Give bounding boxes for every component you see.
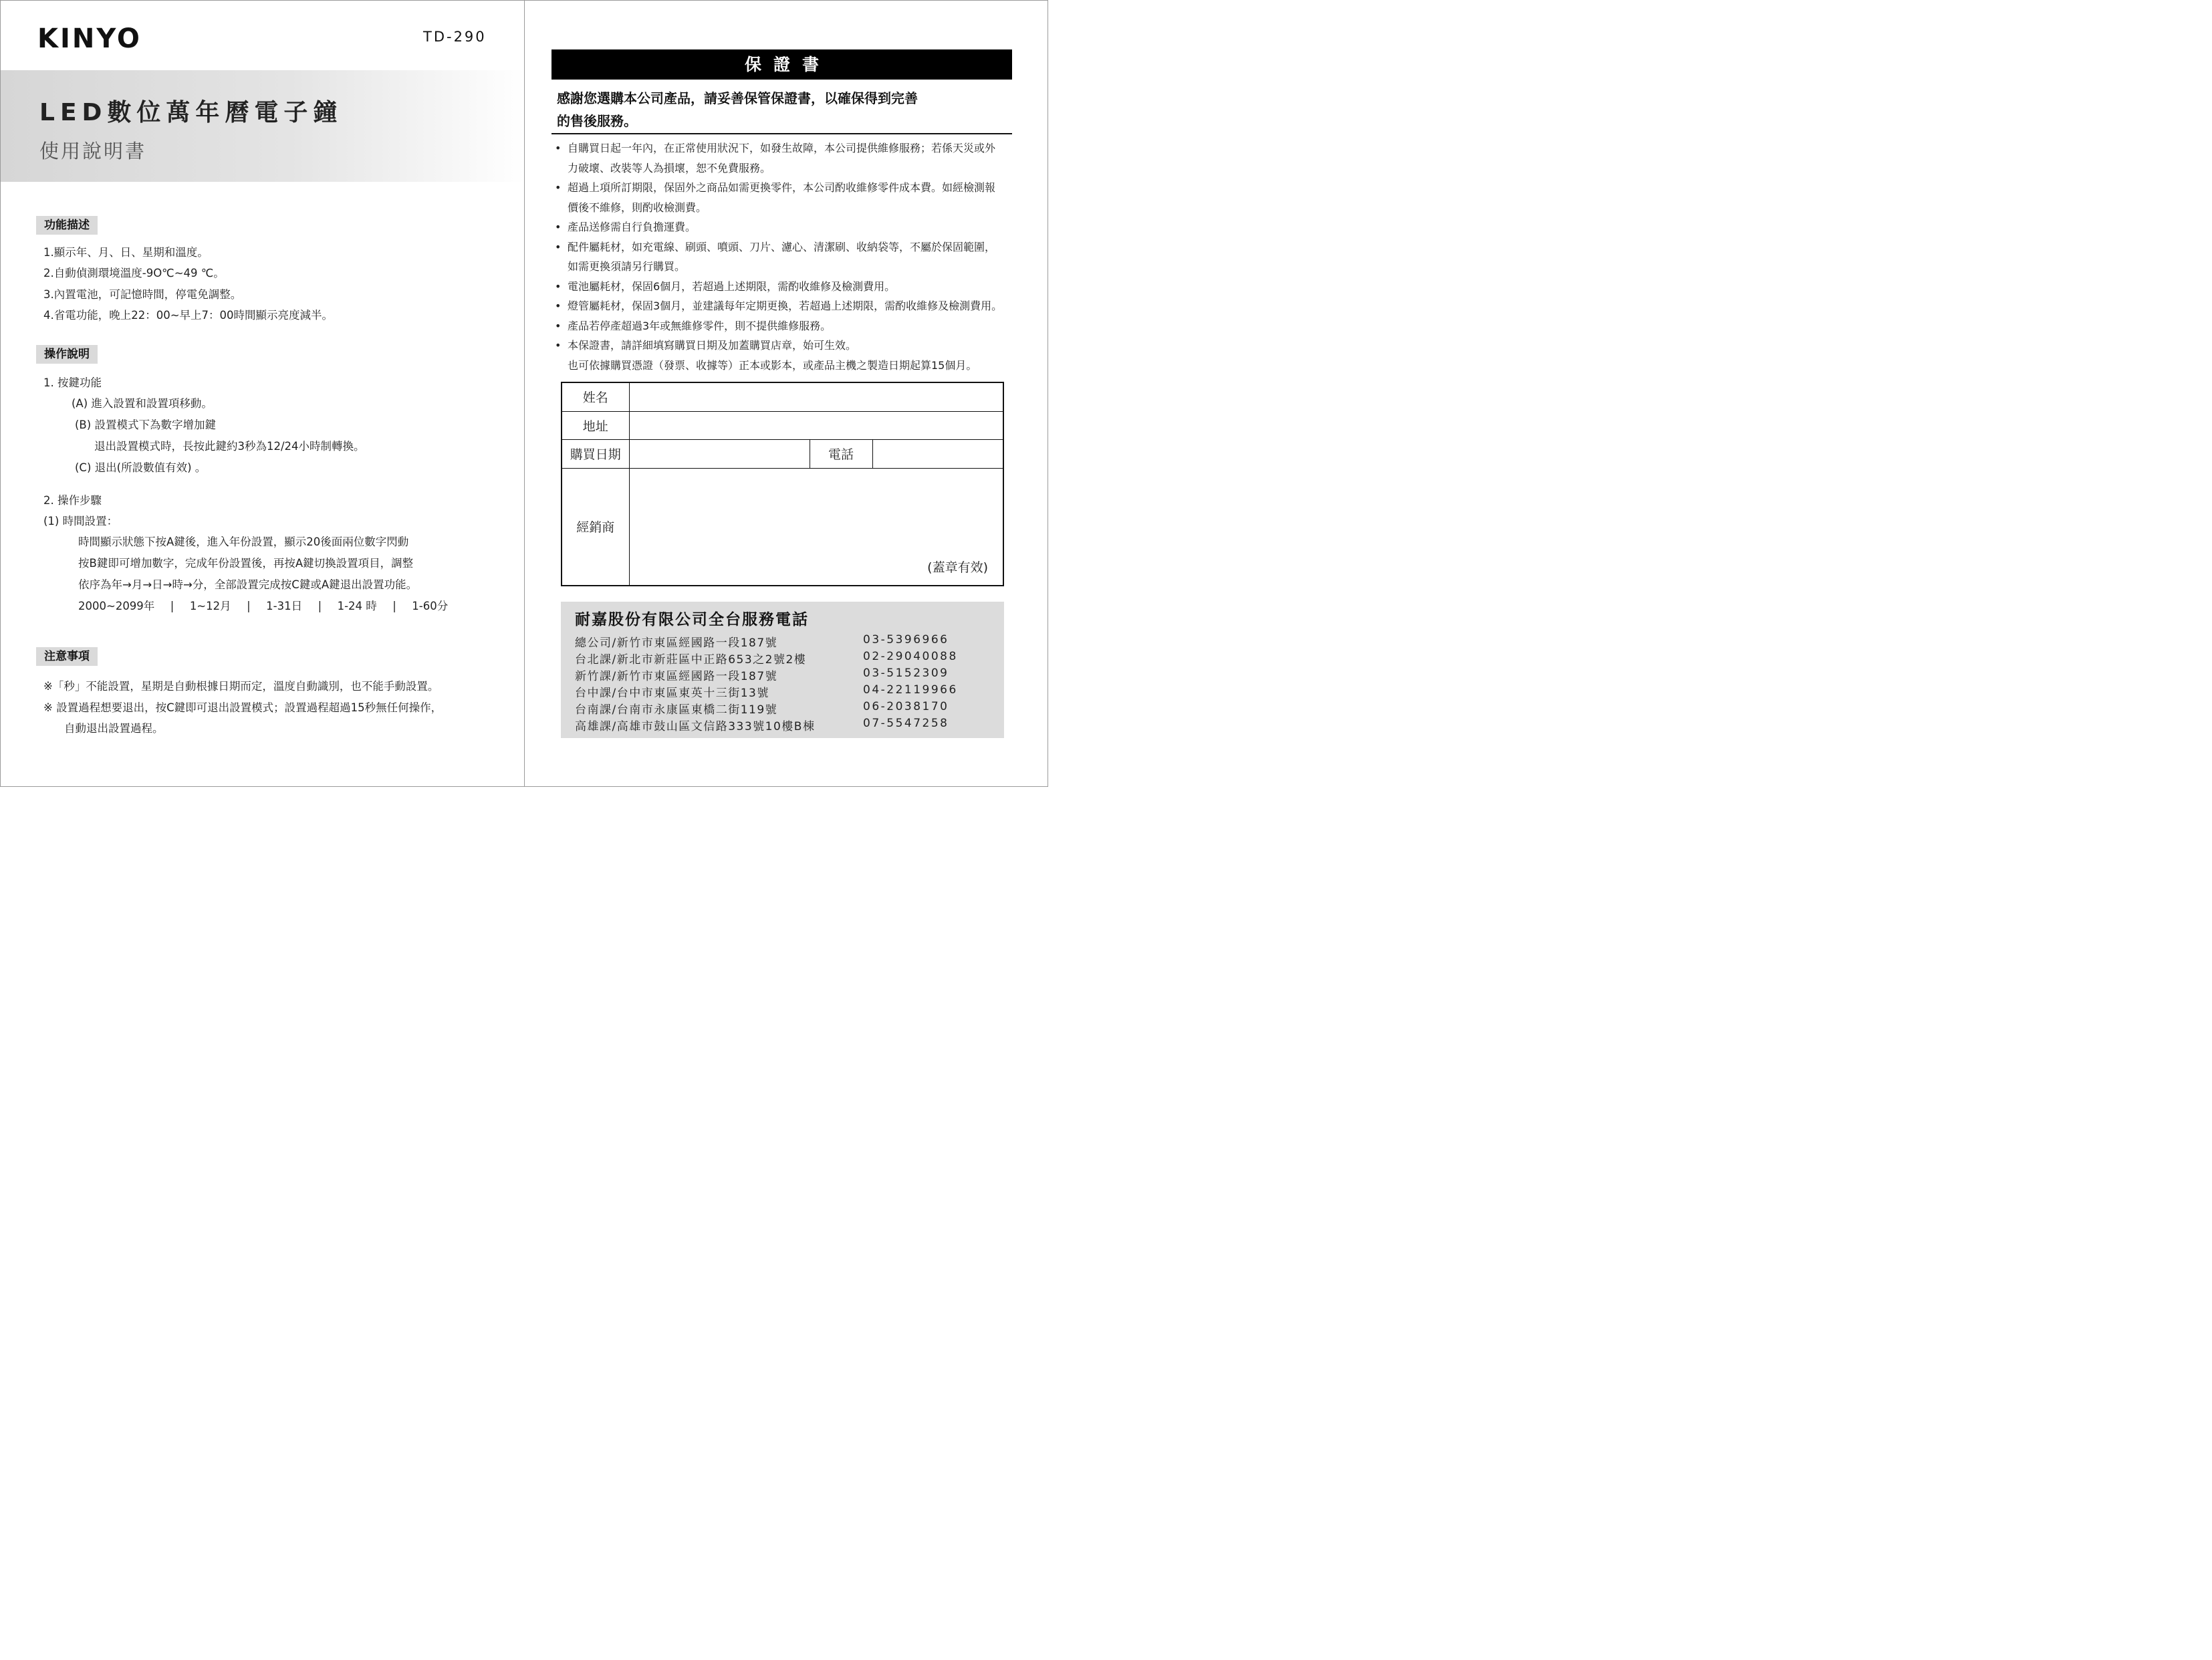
warranty-term: • 配件屬耗材，如充電線、刷頭、噴頭、刀片、濾心、清潔刷、收納袋等，不屬於保固範圍，	[555, 237, 1023, 257]
branch-address: 新竹課/新竹市東區經國路一段187號	[575, 670, 778, 683]
branch-address: 台北課/新北市新莊區中正路653之2號2樓	[575, 653, 807, 667]
service-contacts	[561, 602, 1004, 738]
feature-item: 3.內置電池，可記憶時間，停電免調整。	[43, 288, 242, 301]
steps-title: 2. 操作步驟	[43, 494, 102, 507]
note-line: 自動退出設置過程。	[64, 722, 164, 735]
address-label: 地址	[562, 411, 629, 439]
time-setting-title: (1) 時間設置：	[43, 515, 118, 527]
name-label: 姓名	[562, 382, 629, 411]
warranty-terms-list	[555, 138, 1023, 375]
bullet-icon: •	[555, 142, 562, 154]
warranty-term-continuation: 力破壞、改裝等人為損壞，恕不免費服務。	[568, 161, 771, 174]
warranty-intro	[557, 87, 1018, 132]
service-branch	[575, 650, 958, 667]
branch-phone: 03-5396966	[863, 633, 949, 646]
name-field[interactable]	[629, 382, 1003, 411]
bullet-icon: •	[555, 181, 562, 194]
warranty-term-continuation: 價後不維修，則酌收檢測費。	[568, 201, 707, 214]
model-number: TD-290	[423, 29, 487, 45]
warranty-title-bar: 保證書	[551, 49, 1012, 80]
service-branch	[575, 633, 949, 650]
setting-ranges	[78, 599, 448, 614]
key-b-description: (B) 設置模式下為數字增加鍵	[75, 419, 216, 431]
range-separator: |	[318, 600, 322, 612]
branch-phone: 06-2038170	[863, 700, 949, 713]
purchase-date-label: 購買日期	[562, 439, 629, 468]
branch-address: 台中課/台中市東區東英十三街13號	[575, 687, 769, 700]
note-line: ※「秒」不能設置，星期是自動根據日期而定，溫度自動識別，也不能手動設置。	[43, 680, 439, 693]
range-separator: |	[170, 600, 174, 612]
warranty-form	[561, 382, 1004, 586]
range-year: 2000~2099年	[78, 600, 155, 612]
manual-subtitle: 使用說明書	[39, 140, 147, 162]
manual-title: LED數位萬年曆電子鐘	[39, 99, 343, 126]
range-month: 1~12月	[189, 600, 231, 612]
bullet-icon: •	[555, 300, 562, 312]
section-heading-operation: 操作說明	[36, 345, 98, 364]
time-setting-line: 依序為年→月→日→時→分，全部設置完成按C鍵或A鍵退出設置功能。	[78, 578, 418, 591]
branch-phone: 07-5547258	[863, 717, 949, 730]
warranty-term: • 本保證書，請詳細填寫購買日期及加蓋購買店章，始可生效。	[555, 336, 1023, 356]
warranty-intro-line: 的售後服務。	[557, 113, 637, 129]
brand-logo: KINYO	[37, 23, 142, 54]
bullet-icon: •	[555, 279, 562, 293]
service-branch	[575, 667, 949, 683]
warranty-term-continuation: 如需更換須請另行購買。	[568, 260, 686, 273]
seal-note: (蓋章有效)	[927, 560, 988, 575]
key-c-description: (C) 退出(所設數值有效) 。	[75, 461, 207, 474]
warranty-term: • 電池屬耗材，保固6個月，若超過上述期限，需酌收維修及檢測費用。	[555, 277, 1023, 297]
bullet-icon: •	[555, 339, 562, 352]
key-b-note: 退出設置模式時，長按此鍵約3秒為12/24小時制轉換。	[94, 440, 365, 453]
purchase-date-field[interactable]	[629, 439, 810, 468]
service-branch	[575, 700, 949, 717]
branch-phone: 02-29040088	[863, 650, 958, 663]
phone-field[interactable]	[872, 439, 1003, 468]
service-title: 耐嘉股份有限公司全台服務電話	[575, 611, 809, 628]
key-function-title: 1. 按鍵功能	[43, 376, 102, 389]
service-branch	[575, 683, 958, 700]
feature-item: 4.省電功能，晚上22：00~早上7：00時間顯示亮度減半。	[43, 309, 334, 322]
key-a-description: (A) 進入設置和設置項移動。	[72, 397, 213, 410]
service-branch	[575, 717, 949, 733]
bullet-icon: •	[555, 319, 562, 332]
dealer-label: 經銷商	[562, 468, 629, 586]
branch-address: 高雄課/高雄市鼓山區文信路333號10樓B棟	[575, 720, 816, 733]
section-heading-features: 功能描述	[36, 216, 98, 235]
dealer-field[interactable]	[629, 468, 1003, 586]
section-heading-notes: 注意事項	[36, 647, 98, 666]
branch-address: 台南課/台南市永康區東橋二街119號	[575, 703, 778, 717]
warranty-term: • 超過上項所訂期限，保固外之商品如需更換零件，本公司酌收維修零件成本費。如經檢測報	[555, 178, 1023, 198]
range-separator: |	[247, 600, 251, 612]
branch-address: 總公司/新竹市東區經國路一段187號	[575, 636, 778, 650]
branch-phone: 04-22119966	[863, 683, 958, 697]
warranty-intro-line: 感謝您選購本公司產品，請妥善保管保證書，以確保得到完善	[557, 90, 918, 106]
warranty-term: • 產品若停產超過3年或無維修零件，則不提供維修服務。	[555, 316, 1023, 336]
warranty-term-continuation: 也可依據購買憑證（發票、收據等）正本或影本，或產品主機之製造日期起算15個月。	[568, 358, 977, 372]
divider	[551, 133, 1012, 134]
time-setting-line: 時間顯示狀態下按A鍵後，進入年份設置，顯示20後面兩位數字閃動	[78, 536, 409, 548]
feature-item: 2.自動偵測環境溫度-9O℃~49 ℃。	[43, 267, 225, 279]
range-minute: 1-60分	[412, 600, 449, 612]
phone-label: 電話	[810, 439, 872, 468]
warranty-term: • 自購買日起一年內，在正常使用狀況下，如發生故障，本公司提供維修服務；若係天災或外	[555, 138, 1023, 158]
time-setting-line: 按B鍵即可增加數字，完成年份設置後，再按A鍵切換設置項目，調整	[78, 557, 414, 570]
warranty-term: • 燈管屬耗材，保固3個月，並建議每年定期更換，若超過上述期限，需酌收維修及檢測費用。	[555, 296, 1023, 316]
range-hour: 1-24 時	[337, 600, 377, 612]
range-separator: |	[392, 600, 396, 612]
feature-item: 1.顯示年、月、日、星期和溫度。	[43, 246, 209, 259]
warranty-term: • 產品送修需自行負擔運費。	[555, 217, 1023, 237]
manual-page-left	[0, 0, 525, 787]
range-day: 1-31日	[266, 600, 303, 612]
note-line: ※ 設置過程想要退出，按C鍵即可退出設置模式；設置過程超過15秒無任何操作，	[43, 701, 443, 714]
address-field[interactable]	[629, 411, 1003, 439]
bullet-icon: •	[555, 221, 562, 233]
branch-phone: 03-5152309	[863, 667, 949, 680]
bullet-icon: •	[555, 240, 562, 253]
